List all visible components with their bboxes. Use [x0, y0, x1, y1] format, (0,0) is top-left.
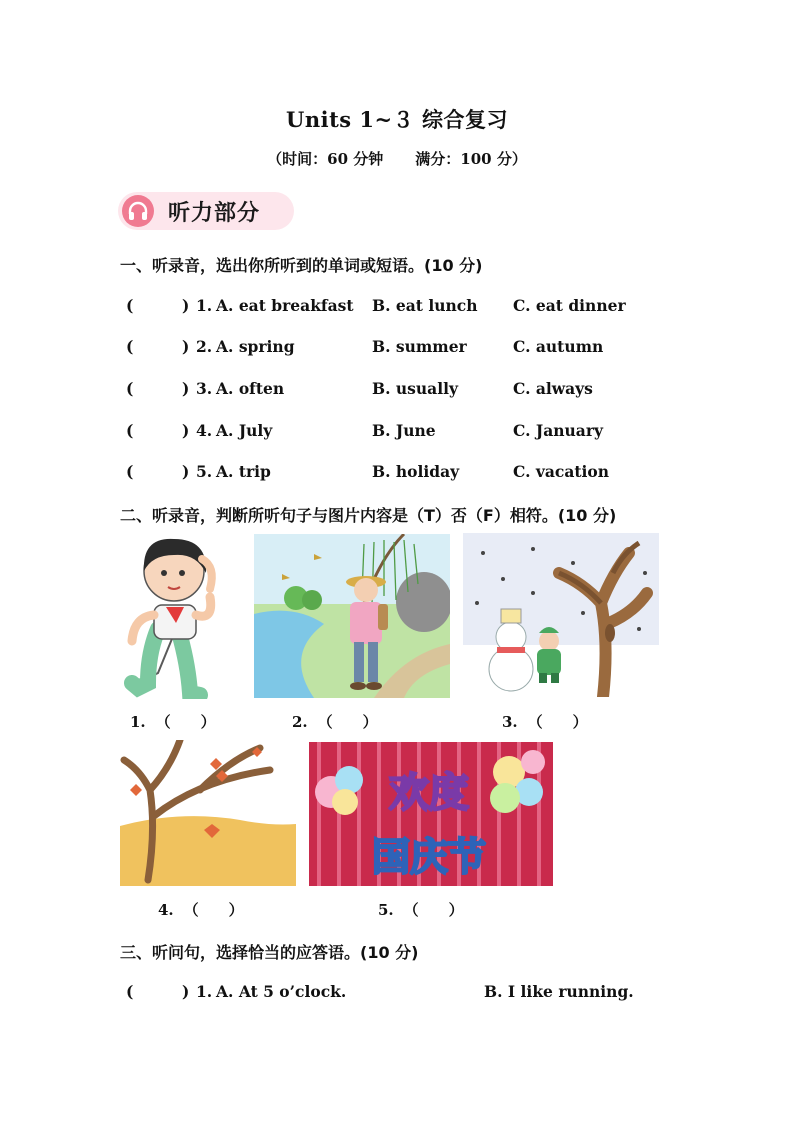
badge-label: 听力部分	[168, 201, 261, 226]
item-number: 4.	[196, 421, 213, 440]
answer-paren-right: )	[182, 462, 190, 481]
answer-paren-left[interactable]: (	[126, 462, 134, 481]
option-b: B. usually	[372, 379, 458, 398]
festival-text-line1: 欢度	[389, 770, 469, 816]
page-title: Units 1~３ 综合复习	[286, 107, 508, 132]
part1-heading: 一、听录音，选出你所听到的单词或短语。(10 分)	[120, 256, 483, 275]
answer-paren[interactable]: （ ）	[183, 901, 244, 919]
answer-paren-right: )	[182, 421, 190, 440]
picture-caption-2	[292, 711, 378, 732]
answer-paren-left[interactable]: (	[126, 421, 134, 440]
option-a: A. July	[216, 421, 273, 440]
picture-caption-3	[502, 711, 588, 732]
caption-number: 1.	[130, 713, 146, 731]
caption-number: 5.	[378, 901, 394, 919]
option-c: C. autumn	[513, 337, 604, 356]
option-b: B. June	[372, 421, 436, 440]
option-a: A. often	[216, 379, 285, 398]
picture-exercising-child	[118, 533, 236, 699]
answer-paren[interactable]: （ ）	[403, 901, 464, 919]
answer-paren[interactable]: （ ）	[527, 713, 588, 731]
picture-caption-4	[158, 899, 244, 920]
option-a: A. eat breakfast	[216, 296, 354, 315]
option-b: B. eat lunch	[372, 296, 478, 315]
listening-section-badge	[118, 192, 294, 230]
answer-paren-left[interactable]: (	[126, 296, 134, 315]
exam-score: 满分：100 分）	[415, 150, 527, 168]
picture-winter-snowman	[463, 533, 659, 697]
answer-paren-right: )	[182, 379, 190, 398]
option-b: B. summer	[372, 337, 467, 356]
item-number: 3.	[196, 379, 213, 398]
answer-paren-left[interactable]: (	[126, 982, 134, 1001]
answer-paren-right: )	[182, 337, 190, 356]
option-b: B. holiday	[372, 462, 460, 481]
option-c: C. always	[513, 379, 593, 398]
caption-number: 3.	[502, 713, 518, 731]
picture-caption-5	[378, 899, 464, 920]
item-number: 1.	[196, 982, 213, 1001]
option-c: C. January	[513, 421, 603, 440]
part2-heading: 二、听录音，判断所听句子与图片内容是（T）否（F）相符。(10 分)	[120, 506, 617, 525]
option-a: A. trip	[216, 462, 271, 481]
picture-spring-hiker	[254, 534, 450, 698]
item-number: 2.	[196, 337, 213, 356]
headphones-icon	[122, 195, 154, 227]
answer-paren-left[interactable]: (	[126, 379, 134, 398]
picture-national-day	[309, 742, 553, 886]
option-a: A. spring	[216, 337, 295, 356]
picture-caption-1	[130, 711, 216, 732]
item-number: 1.	[196, 296, 213, 315]
answer-paren-left[interactable]: (	[126, 337, 134, 356]
item-number: 5.	[196, 462, 213, 481]
caption-number: 2.	[292, 713, 308, 731]
option-c: C. vacation	[513, 462, 610, 481]
caption-number: 4.	[158, 901, 174, 919]
option-a: A. At 5 o’clock.	[216, 982, 347, 1001]
part3-heading: 三、听问句，选择恰当的应答语。(10 分)	[120, 943, 419, 962]
festival-text-line2: 国庆节	[371, 835, 487, 879]
answer-paren-right: )	[182, 982, 190, 1001]
option-b: B. I like running.	[484, 982, 634, 1001]
answer-paren-right: )	[182, 296, 190, 315]
exam-info	[0, 148, 794, 169]
answer-paren[interactable]: （ ）	[317, 713, 378, 731]
picture-autumn-tree	[120, 740, 296, 886]
answer-paren[interactable]: （ ）	[155, 713, 216, 731]
option-c: C. eat dinner	[513, 296, 626, 315]
exam-time: （时间：60 分钟	[267, 150, 384, 168]
